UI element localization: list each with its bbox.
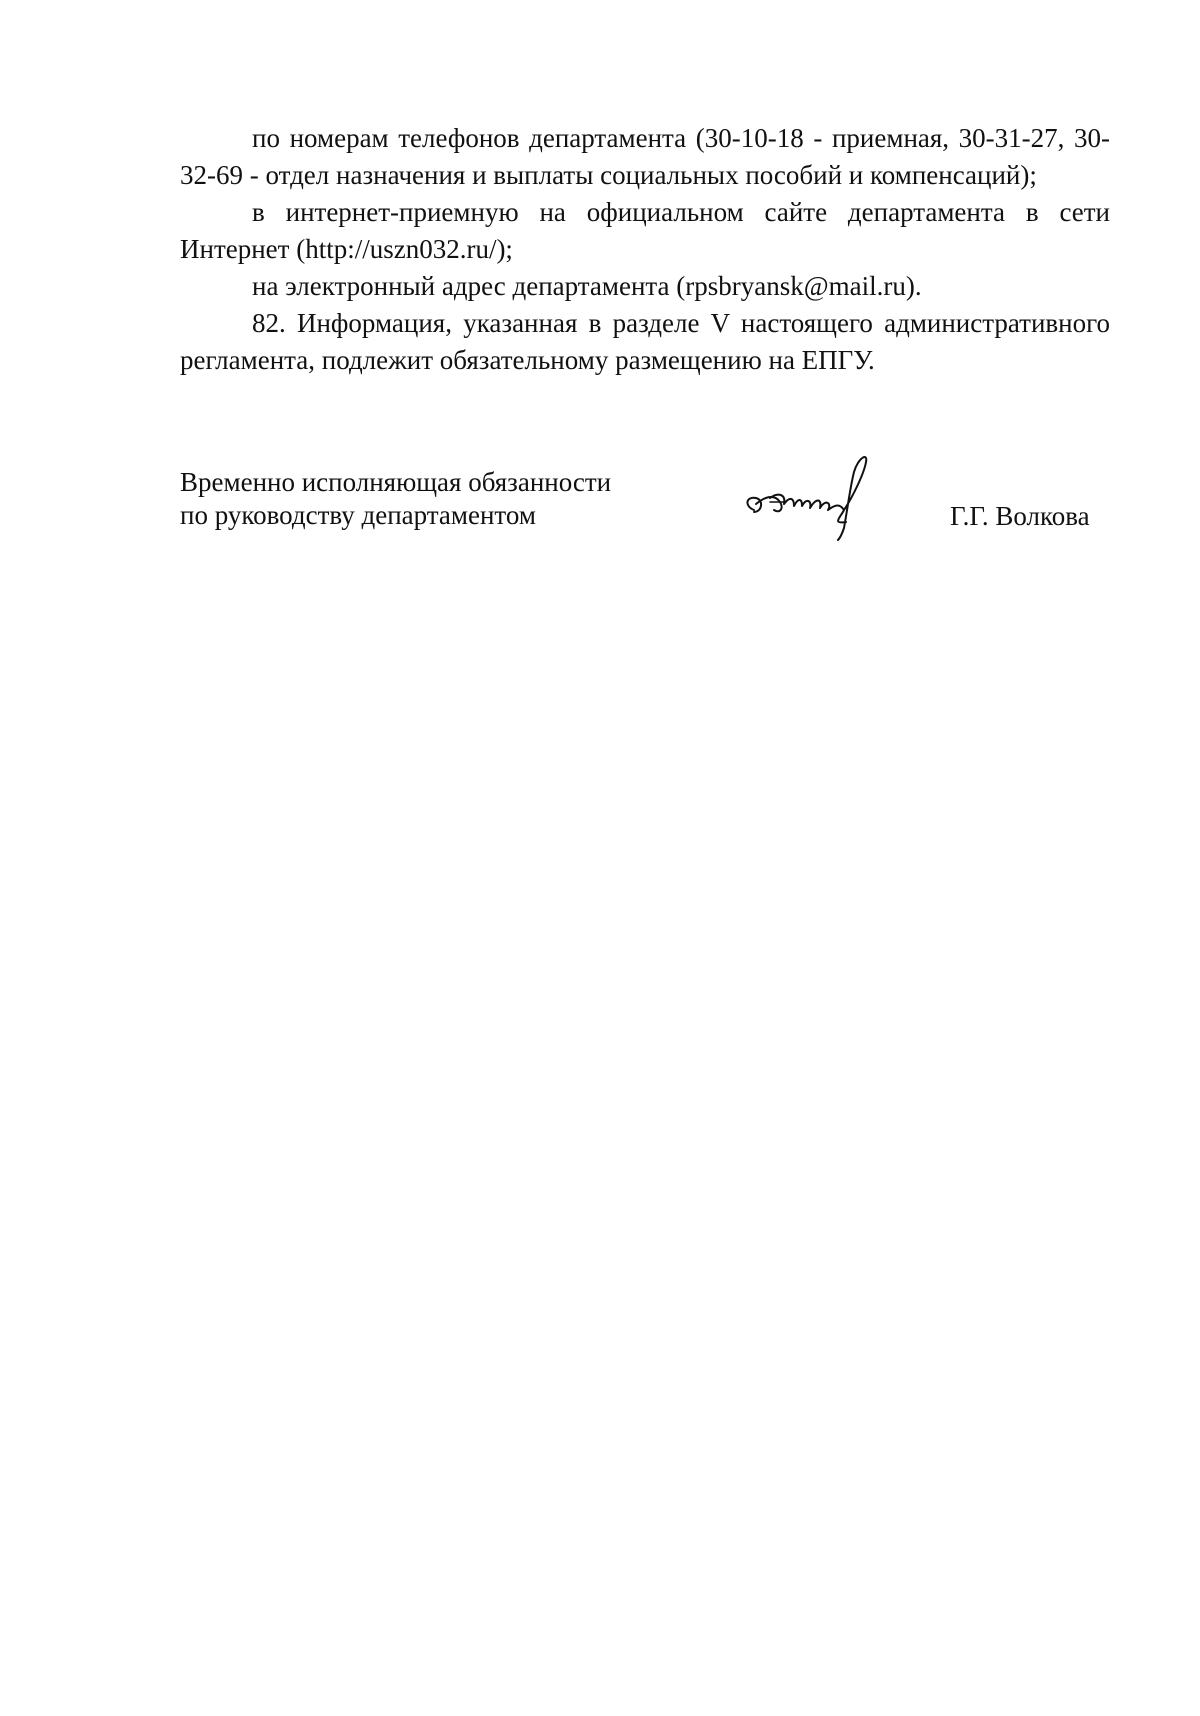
handwritten-signature (740, 448, 920, 548)
signer-name: Г.Г. Волкова (950, 501, 1090, 531)
paragraph-82: 82. Информация, указанная в разделе V настоящего административного регламента, подлежит обязательному размещению на ЕПГУ. (180, 308, 1110, 375)
signer-position-line-1: Временно исполняющая обязанности (180, 467, 612, 497)
paragraph-internet-reception: в интернет-приемную на официальном сайте департамента в сети Интернет (http://uszn032.ru/); (180, 197, 1110, 264)
paragraph-email: на электронный адрес департамента (rpsbryansk@mail.ru). (252, 271, 922, 301)
signer-position (180, 466, 611, 532)
document-body (180, 120, 1110, 379)
signer-position-line-2: по руководству департаментом (180, 500, 536, 530)
paragraph-phones: по номерам телефонов департамента (30-10-18 - приемная, 30-31-27, 30-32-69 - отдел назначения и выплаты социальных пособий и компенсаций); (180, 123, 1110, 190)
